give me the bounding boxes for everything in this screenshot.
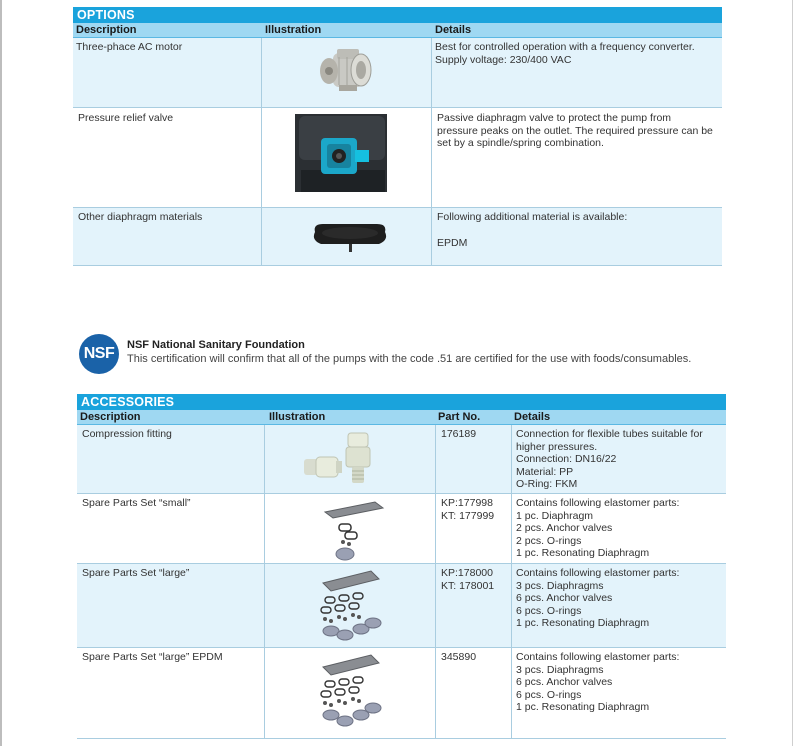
row-details: Passive diaphragm valve to protect the pump from pressure peaks on the outlet. The required pressure can be set by a spindle/spring combination. (437, 112, 713, 150)
accessories-row (77, 564, 726, 648)
cell-divider (435, 494, 436, 563)
row-part-no: 176189 (441, 428, 477, 440)
nsf-logo: NSF (79, 334, 119, 374)
cell-divider (264, 648, 265, 738)
row-description: Pressure relief valve (78, 112, 174, 124)
cell-divider (431, 38, 432, 107)
col-part-no: Part No. (438, 411, 481, 423)
diaphragm-illustration (309, 218, 391, 256)
compression-fitting-illustration (302, 429, 382, 487)
row-details: Best for controlled operation with a frequency converter. Supply voltage: 230/400 VAC (435, 41, 695, 66)
cell-divider (261, 208, 262, 265)
row-details: Connection for flexible tubes suitable for higher pressures. Connection: DN16/22 Material: PP O-Ring: FKM (516, 428, 703, 491)
accessories-row (77, 425, 726, 494)
row-description: Three-phace AC motor (76, 41, 183, 53)
row-description: Spare Parts Set “small” (82, 497, 191, 509)
col-details: Details (435, 24, 472, 36)
row-details: Contains following elastomer parts: 1 pc. Diaphragm 2 pcs. Anchor valves 2 pcs. O-rings 1 pc. Resonating Diaphragm (516, 497, 680, 560)
ac-motor-illustration (317, 45, 377, 101)
accessories-table (77, 394, 726, 739)
page-border (792, 0, 793, 746)
row-description: Compression fitting (82, 428, 172, 440)
options-table (73, 7, 722, 266)
col-description: Description (76, 24, 137, 36)
spare-parts-large-illustration (317, 567, 383, 643)
col-description: Description (80, 411, 141, 423)
nsf-description: This certification will confirm that all of the pumps with the code .51 are certified for the use with foods/consumables. (127, 353, 692, 365)
col-illustration: Illustration (269, 411, 326, 423)
cell-divider (511, 564, 512, 647)
row-part-no: KP:178000 KT: 178001 (441, 567, 495, 592)
cell-divider (511, 425, 512, 493)
col-details: Details (514, 411, 551, 423)
options-title: OPTIONS (73, 7, 722, 23)
row-description: Spare Parts Set “large” (82, 567, 190, 579)
cell-divider (511, 648, 512, 738)
options-row (73, 208, 722, 266)
nsf-title: NSF National Sanitary Foundation (127, 339, 305, 351)
cell-divider (264, 564, 265, 647)
pressure-relief-valve-illustration (295, 114, 387, 192)
cell-divider (511, 494, 512, 563)
col-illustration: Illustration (265, 24, 322, 36)
accessories-header-row (77, 410, 726, 425)
accessories-row (77, 648, 726, 739)
cell-divider (435, 564, 436, 647)
row-description: Spare Parts Set “large” EPDM (82, 651, 223, 663)
page-border (0, 0, 2, 746)
accessories-row (77, 494, 726, 564)
cell-divider (431, 208, 432, 265)
options-row (73, 108, 722, 208)
cell-divider (264, 425, 265, 493)
options-header-row (73, 23, 722, 38)
cell-divider (264, 494, 265, 563)
spare-parts-large-epdm-illustration (317, 651, 383, 729)
row-part-no: 345890 (441, 651, 477, 663)
row-part-no: KP:177998 KT: 177999 (441, 497, 495, 522)
options-row (73, 38, 722, 108)
row-details: Contains following elastomer parts: 3 pcs. Diaphragms 6 pcs. Anchor valves 6 pcs. O-rings 1 pc. Resonating Diaphragm (516, 651, 680, 714)
cell-divider (261, 38, 262, 107)
accessories-title: ACCESSORIES (77, 394, 726, 410)
cell-divider (435, 425, 436, 493)
row-description: Other diaphragm materials (78, 211, 203, 223)
row-details: Contains following elastomer parts: 3 pcs. Diaphragms 6 pcs. Anchor valves 6 pcs. O-rings 1 pc. Resonating Diaphragm (516, 567, 680, 630)
row-details: Following additional material is available: EPDM (437, 211, 628, 249)
spare-parts-small-illustration (321, 498, 387, 562)
cell-divider (431, 108, 432, 207)
cell-divider (261, 108, 262, 207)
cell-divider (435, 648, 436, 738)
